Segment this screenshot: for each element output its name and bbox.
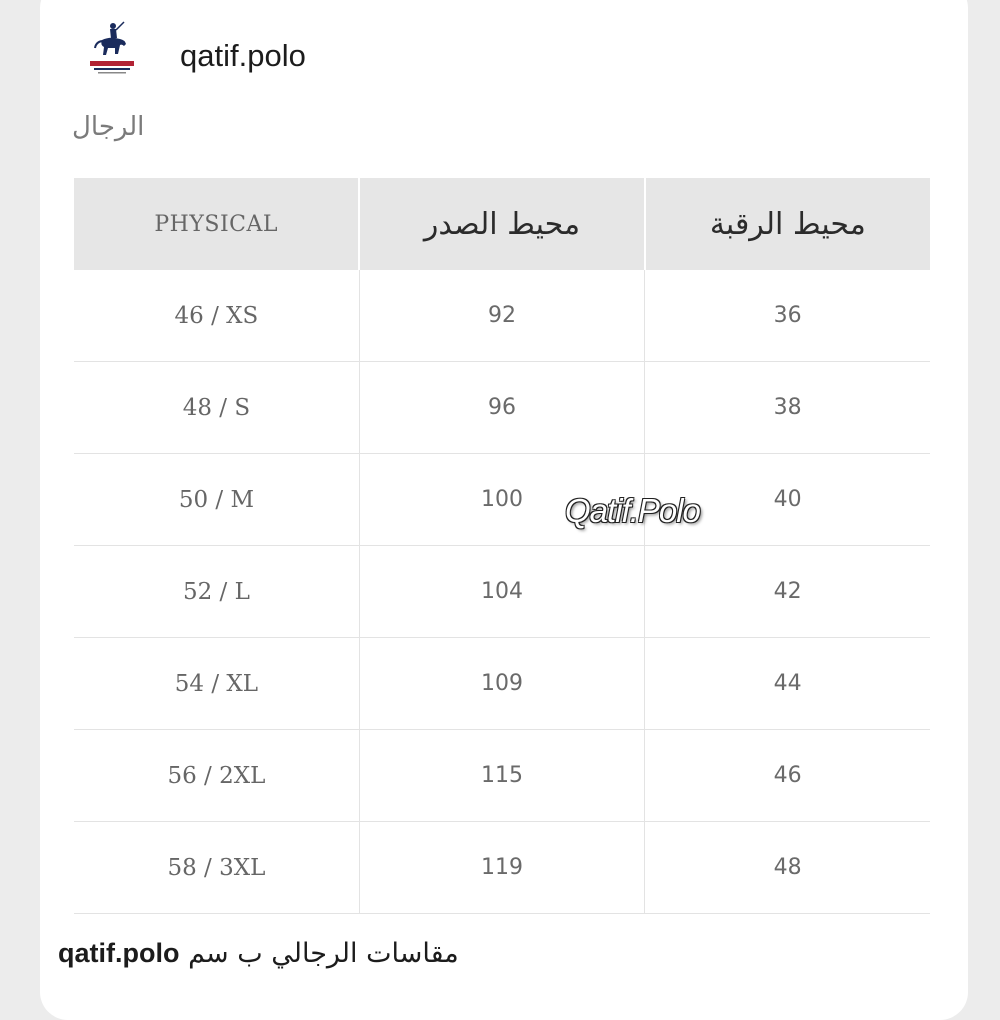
caption-text: مقاسات الرجالي ب سم (188, 938, 459, 969)
chest-cell: 104 (359, 546, 644, 638)
chest-cell: 109 (359, 638, 644, 730)
subtitle: الرجال (72, 112, 145, 142)
size-cell: 58 / 3XL (74, 822, 359, 914)
header-physical: PHYSICAL (74, 178, 359, 270)
neck-cell: 36 (645, 270, 930, 362)
post-card (40, 0, 968, 1020)
chest-cell: 96 (359, 362, 644, 454)
header-neck: محيط الرقبة (645, 178, 930, 270)
table-row (74, 362, 930, 454)
size-cell: 50 / M (74, 454, 359, 546)
neck-cell: 48 (645, 822, 930, 914)
post-caption (58, 938, 459, 969)
account-name[interactable]: qatif.polo (180, 38, 306, 73)
chest-cell: 119 (359, 822, 644, 914)
size-cell: 52 / L (74, 546, 359, 638)
chest-cell: 115 (359, 730, 644, 822)
table-row (74, 546, 930, 638)
size-cell: 46 / XS (74, 270, 359, 362)
neck-cell: 46 (645, 730, 930, 822)
chest-cell: 100 (359, 454, 644, 546)
chest-cell: 92 (359, 270, 644, 362)
neck-cell: 40 (645, 454, 930, 546)
table-row (74, 730, 930, 822)
watermark: Qatif.Polo (565, 492, 700, 529)
post-header (62, 8, 942, 108)
table-header-row (74, 178, 930, 270)
neck-cell: 38 (645, 362, 930, 454)
size-cell: 54 / XL (74, 638, 359, 730)
table-row (74, 638, 930, 730)
caption-account-name[interactable]: qatif.polo (58, 938, 180, 968)
table-row (74, 454, 930, 546)
size-chart-table (74, 178, 930, 914)
table-row (74, 270, 930, 362)
size-cell: 56 / 2XL (74, 730, 359, 822)
neck-cell: 44 (645, 638, 930, 730)
header-chest: محيط الصدر (359, 178, 644, 270)
neck-cell: 42 (645, 546, 930, 638)
table-row (74, 822, 930, 914)
polo-player-logo-icon[interactable] (80, 20, 144, 84)
size-cell: 48 / S (74, 362, 359, 454)
